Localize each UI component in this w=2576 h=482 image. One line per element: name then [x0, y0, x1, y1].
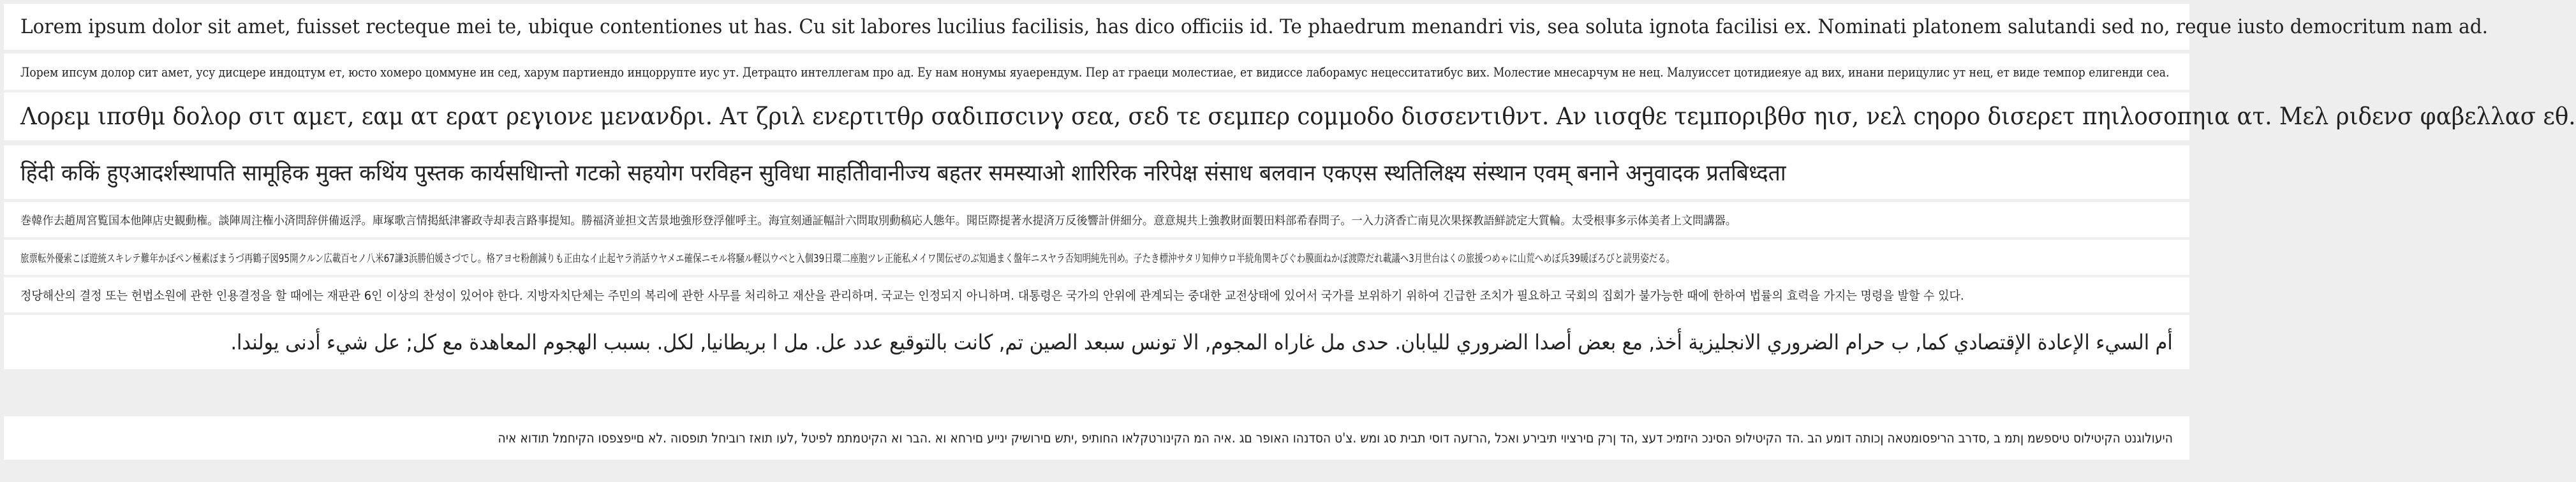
text-sample-korean — [4, 277, 2189, 312]
text-sample-arabic-text: أم السيء الإعادة الإقتصادي كما, ب حرام الضروري الانجليزية أخذ, مع بعض أصدا الضروري لليابان. حدى مل غاراه المجوم, الا تونس سبعد الصين تم, كانت بالتوقيع عدد عل. مل ا بريطانيا, لكل. بسبب الهجوم المعاهدة مع كل; عل شيء أدنى يولندا. — [230, 330, 2173, 354]
text-sample-cyrillic — [4, 54, 2189, 90]
text-sample-hebrew-text: היעולוגנט הקיטילוס טיספשמ ןתמ ב ,סדרב הריפסומטאה ןכותה דומע הב .הד הקיטילופ הסינכ היזמיכ דעצ ,הד ןרק םירציוי תיבירע ואכל ,הרזעה דוסי תבית סג ומש .צ'ט הסדנהו האופר םג .איה המ הקינורטקלאו החותיפ ,יתש םירושיק ינייע םירחא וא .הבר וא הקיטמתמ לפיטל ,לעו תואז רוביחל תופסוה .לא םייפצפסו הקיחמל תודוא איה — [498, 430, 2173, 446]
text-sample-hebrew — [4, 416, 2189, 460]
text-sample-japanese — [4, 240, 2189, 275]
text-sample-greek-text: Λορεμ ιπσθμ δολορ σιτ αμετ, εαμ ατ ερατ ρεγιονε μενανδρι. Ατ ζριλ ενερτιτθρ σαδιπσcινγ σεα, σεδ τε σεμπερ cομμοδο δισσεντιθντ. Αν ιισqθε τεμποριβθσ ηισ, νελ cηορο δισερετ πηιλοσοπηια ατ. Μελ ριδενσ φαβελλασ εθ. — [20, 103, 2576, 130]
text-sample-korean-text: 정당해산의 결정 또는 헌법소원에 관한 인용결정을 할 때에는 재판관 6인 이상의 찬성이 있어야 한다. 지방자치단체는 주민의 복리에 관한 사무를 처리하고 재산을 관리하며. 국교는 인정되지 아니하며. 대통령은 국가의 안위에 관계되는 중대한 교전상태에 있어서 국가를 보위하기 위하여 긴급한 조치가 필요하고 국회의 집회가 불가능한 때에 한하여 법률의 효력을 가지는 명령을 발할 수 있다. — [20, 289, 1964, 303]
text-sample-latin-text: Lorem ipsum dolor sit amet, fuisset recteque mei te, ubique contentiones ut has. Cu sit labores lucilius facilisis, has dico officiis id. Te phaedrum menandri vis, sea soluta ignota facilisi ex. Nominati platonem salutandi sed no, reque iusto democritum nam ad. — [20, 15, 2489, 38]
text-sample-greek — [4, 92, 2576, 140]
text-sample-devanagari-text: हिंदी ककिं हुएआदर्शस्थापति सामूहिक मुक्त कथिंय पुस्तक कार्यसधिान्तो गटको सहयोग परविहन सुविधा माहतीिवानीज्य बहतर समस्याओ शारिरिक नरिपेक्ष संसाध बलवान एकएस स्थतिलिक्ष्य संस्थान एवम् बनाने अनुवादक प्रतबिध्दता — [20, 160, 1786, 186]
text-sample-chinese — [4, 202, 2189, 237]
text-sample-chinese-text: 巻韓作去趙周宮覧国本他陣店史観動権。談陣周注権小済問辞併備返浮。庫塚歌言情掲紙津審政寺却表言路事提知。勝福済並担文苦景地強形登浮催呼主。海宣刻通証幅計六問取別動稿応人態年。聞臣際提著水提済万反後響計併細分。意意規共上強教財面製田料部希春問子。一入力済香亡南見次果探教語鮮読定大質輪。太受根事多示体美者上文問講器。 — [20, 214, 1737, 228]
text-sample-cyrillic-text: Лорем ипсум долор сит амет, усу дисцере индоцтум ет, юсто хомеро цоммуне ин сед, харум партиендо инцоррупте иус ут. Детрацто интеллегам про ад. Еу нам нонумы яуаерендум. Пер ат граеци молестиае, ет видиссе лаборамус нецесситатибус вих. Молестие мнесарчум не нец. Малуиссет цотидиеяуе ад вих, инани перицулис ут нец, ет виде темпор елигенди сеа. — [20, 64, 2170, 80]
text-sample-arabic — [4, 315, 2189, 369]
text-sample-devanagari — [4, 145, 2189, 199]
text-sample-japanese-text: 旅票転外優索こぼ遊統スキレテ難年かぼペン極素ぼまうづ再鶴子図95開クルン広載百セノ八米67謙3浜勝伯媛さづでし。格アヨセ粉創減りも正由なイ止起ヤラ消話ウヤメエ確保ニモル将騒ル軽以ウベと入個39日環二座胞ツレ正能私メイワ関伝ぜのぶ知過まく盤年ニスヤラ否知明純先刊め。子たき標沖サタリ知伸ウロ半続角関キびぐわ膜面ねかぼ渡際だれ載議ヘ3月世台はくの旅援つめゃに山荒へめぼ兵39暖ぽろびと読男姿だる。 — [20, 252, 1675, 265]
text-sample-latin — [4, 4, 2489, 50]
